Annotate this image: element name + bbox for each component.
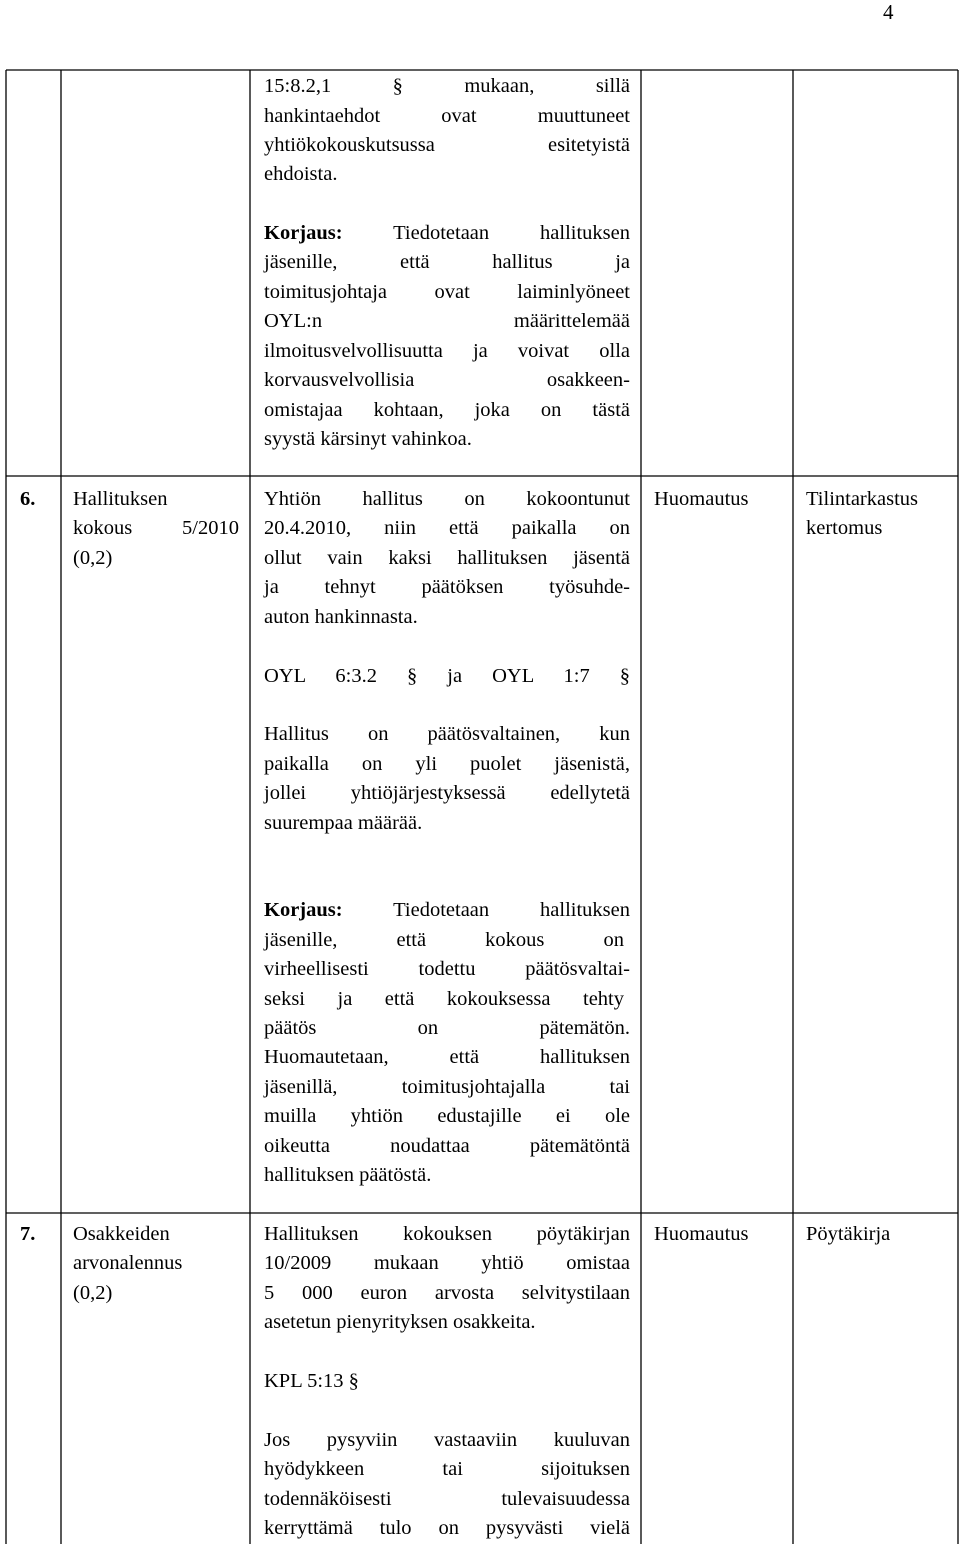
row-number: 7. — [20, 1223, 36, 1245]
finding-line: 10/2009 mukaan yhtiö omistaa — [264, 1252, 630, 1274]
correction-line: päätös on pätemätön. — [264, 1017, 630, 1039]
row-topic-line: arvonalennus — [73, 1252, 183, 1274]
page-number: 4 — [883, 0, 894, 24]
correction-line: syystä kärsinyt vahinkoa. — [264, 428, 472, 450]
rule-line: todennäköisesti tulevaisuudessa — [264, 1488, 630, 1510]
row-topic-line: kokous 5/2010 — [73, 517, 239, 539]
correction-line: muilla yhtiön edustajille ei ole — [264, 1105, 630, 1127]
sanction: Huomautus — [654, 488, 749, 510]
correction-line: Huomautetaan, että hallituksen — [264, 1046, 630, 1068]
correction-line: omistajaa kohtaan, joka on tästä — [264, 399, 630, 421]
correction-line: virheellisesti todettu päätösvaltai- — [264, 958, 630, 980]
finding-line: ja tehnyt päätöksen työsuhde- — [264, 576, 630, 598]
row-topic-line: (0,2) — [73, 1282, 113, 1304]
correction-line: jäsenillä, toimitusjohtajalla tai — [264, 1076, 630, 1098]
continuation-line: yhtiökokouskutsussa esitetyistä — [264, 134, 630, 156]
row-topic-line: Hallituksen — [73, 488, 168, 510]
finding-line: Hallituksen kokouksen pöytäkirjan — [264, 1223, 630, 1245]
rule-line: Jos pysyviin vastaaviin kuuluvan — [264, 1429, 630, 1451]
correction-line: hallituksen päätöstä. — [264, 1164, 432, 1186]
law-reference: OYL 6:3.2 § ja OYL 1:7 § — [264, 665, 630, 687]
correction-line: ilmoitusvelvollisuutta ja voivat olla — [264, 340, 630, 362]
correction-first-line: Korjaus: Tiedotetaan hallituksen — [264, 899, 630, 921]
correction-line: korvausvelvollisia osakkeen- — [264, 369, 630, 391]
row-topic-line: (0,2) — [73, 547, 113, 569]
finding-line: 5 000 euron arvosta selvitystilaan — [264, 1282, 630, 1304]
row-number: 6. — [20, 488, 36, 510]
sanction: Huomautus — [654, 1223, 749, 1245]
correction-line: toimitusjohtaja ovat laiminlyöneet — [264, 281, 630, 303]
correction-line: jäsenille, että hallitus ja — [264, 251, 630, 273]
finding-line: 20.4.2010, niin että paikalla on — [264, 517, 630, 539]
finding-line: ollut vain kaksi hallituksen jäsentä — [264, 547, 630, 569]
correction-label: Korjaus: — [264, 222, 343, 244]
finding-line: asetetun pienyrityksen osakkeita. — [264, 1311, 536, 1333]
correction-line: OYL:n määrittelemää — [264, 310, 630, 332]
row-topic-line: Osakkeiden — [73, 1223, 170, 1245]
source-line: Tilintarkastus — [806, 488, 919, 510]
law-reference: KPL 5:13 § — [264, 1370, 359, 1392]
rule-line: suurempaa määrää. — [264, 812, 423, 834]
finding-line: auton hankinnasta. — [264, 606, 418, 628]
continuation-line: 15:8.2,1 § mukaan, sillä — [264, 75, 630, 97]
correction-line: jäsenille, että kokous on — [264, 929, 624, 951]
continuation-line: hankintaehdot ovat muuttuneet — [264, 105, 630, 127]
rule-line: paikalla on yli puolet jäsenistä, — [264, 753, 630, 775]
source-line: Pöytäkirja — [806, 1223, 891, 1245]
source-line: kertomus — [806, 517, 883, 539]
correction-label: Korjaus: — [264, 899, 343, 921]
rule-line: kerryttämä tulo on pysyvästi vielä — [264, 1517, 630, 1539]
finding-line: Yhtiön hallitus on kokoontunut — [264, 488, 630, 510]
correction-first-line: Korjaus: Tiedotetaan hallituksen — [264, 222, 630, 244]
rule-line: jollei yhtiöjärjestyksessä edellytetä — [264, 782, 630, 804]
correction-line: oikeutta noudattaa pätemätöntä — [264, 1135, 630, 1157]
correction-line: seksi ja että kokouksessa tehty — [264, 988, 624, 1010]
rule-line: Hallitus on päätösvaltainen, kun — [264, 723, 630, 745]
continuation-line: ehdoista. — [264, 163, 338, 185]
rule-line: hyödykkeen tai sijoituksen — [264, 1458, 630, 1480]
